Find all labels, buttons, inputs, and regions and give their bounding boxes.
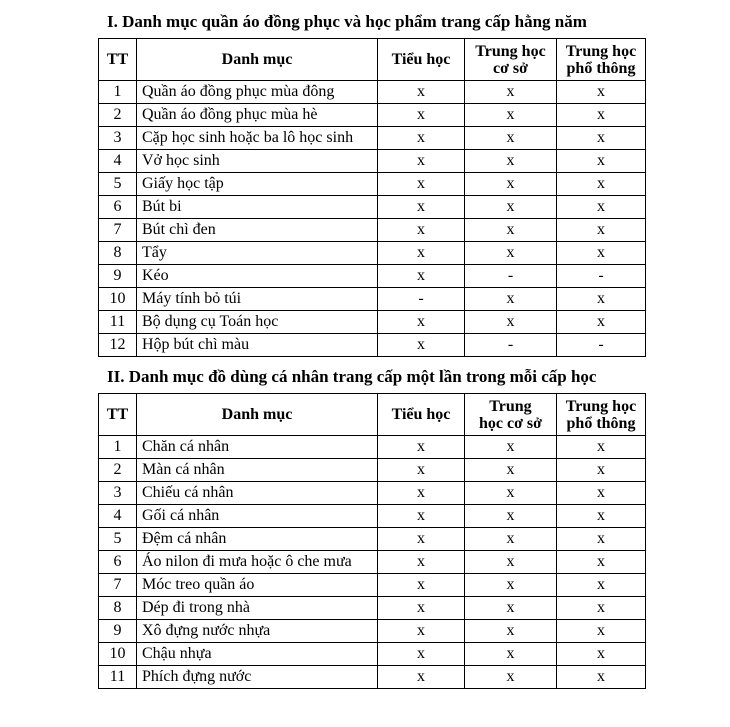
table-2-body	[99, 436, 646, 689]
thcs-mark: x	[465, 436, 557, 459]
thpt-mark: x	[557, 597, 646, 620]
section-2-title: II. Danh mục đồ dùng cá nhân trang cấp một lần trong mỗi cấp học	[107, 367, 597, 386]
item-name: Quần áo đồng phục mùa hè	[137, 104, 378, 127]
table-row	[99, 643, 646, 666]
item-name: Gối cá nhân	[137, 505, 378, 528]
thcs-mark: x	[465, 242, 557, 265]
thcs-mark: x	[465, 643, 557, 666]
thpt-mark: x	[557, 81, 646, 104]
thpt-mark: -	[557, 265, 646, 288]
header-thpt-line2: phổ thông	[566, 59, 636, 77]
item-name: Màn cá nhân	[137, 459, 378, 482]
tieu-hoc-mark: x	[378, 620, 465, 643]
thcs-mark: x	[465, 81, 557, 104]
header-thcs-line1: Trung	[489, 397, 532, 415]
header-thcs-line2: học cơ sở	[478, 414, 543, 432]
tieu-hoc-mark: x	[378, 574, 465, 597]
header-danh-muc: Danh mục	[137, 394, 378, 436]
table-row	[99, 265, 646, 288]
thpt-mark: x	[557, 505, 646, 528]
thcs-mark: x	[465, 505, 557, 528]
tieu-hoc-mark: x	[378, 597, 465, 620]
item-name: Cặp học sinh hoặc ba lô học sinh	[137, 127, 378, 150]
table-row	[99, 459, 646, 482]
thcs-mark: x	[465, 288, 557, 311]
thpt-mark: x	[557, 288, 646, 311]
tieu-hoc-mark: x	[378, 150, 465, 173]
tieu-hoc-mark: x	[378, 334, 465, 357]
table-row	[99, 436, 646, 459]
header-tieu-hoc: Tiểu học	[378, 39, 465, 81]
item-name: Giấy học tập	[137, 173, 378, 196]
table-row	[99, 288, 646, 311]
item-name: Quần áo đồng phục mùa đông	[137, 81, 378, 104]
tieu-hoc-mark: -	[378, 288, 465, 311]
thcs-mark: x	[465, 597, 557, 620]
table-uniforms-supplies	[98, 38, 646, 357]
thpt-mark: x	[557, 242, 646, 265]
table-row	[99, 334, 646, 357]
thpt-mark: x	[557, 528, 646, 551]
thpt-mark: x	[557, 574, 646, 597]
tieu-hoc-mark: x	[378, 311, 465, 334]
thcs-mark: x	[465, 459, 557, 482]
row-number: 11	[99, 311, 137, 334]
row-number: 6	[99, 551, 137, 574]
item-name: Tẩy	[137, 242, 378, 265]
item-name: Hộp bút chì màu	[137, 334, 378, 357]
table-row	[99, 666, 646, 689]
thcs-mark: x	[465, 620, 557, 643]
tieu-hoc-mark: x	[378, 127, 465, 150]
tieu-hoc-mark: x	[378, 265, 465, 288]
table-row	[99, 81, 646, 104]
item-name: Máy tính bỏ túi	[137, 288, 378, 311]
thpt-mark: x	[557, 551, 646, 574]
header-thpt-line1: Trung học	[565, 42, 637, 60]
row-number: 12	[99, 334, 137, 357]
table-header-row	[99, 394, 646, 436]
item-name: Phích đựng nước	[137, 666, 378, 689]
row-number: 4	[99, 150, 137, 173]
table-row	[99, 620, 646, 643]
item-name: Bộ dụng cụ Toán học	[137, 311, 378, 334]
item-name: Chậu nhựa	[137, 643, 378, 666]
row-number: 7	[99, 219, 137, 242]
thpt-mark: x	[557, 104, 646, 127]
table-row	[99, 173, 646, 196]
thcs-mark: x	[465, 551, 557, 574]
thcs-mark: x	[465, 173, 557, 196]
thpt-mark: x	[557, 173, 646, 196]
table-row	[99, 104, 646, 127]
thcs-mark: x	[465, 482, 557, 505]
thpt-mark: x	[557, 127, 646, 150]
thcs-mark: x	[465, 196, 557, 219]
tieu-hoc-mark: x	[378, 196, 465, 219]
row-number: 11	[99, 666, 137, 689]
header-thcs-line1: Trung học	[475, 42, 546, 60]
row-number: 9	[99, 620, 137, 643]
header-thcs	[465, 39, 557, 81]
table-row	[99, 219, 646, 242]
header-thpt-line1: Trung học	[565, 397, 637, 415]
thcs-mark: x	[465, 150, 557, 173]
header-tt: TT	[99, 394, 137, 436]
table-row	[99, 551, 646, 574]
thcs-mark: x	[465, 666, 557, 689]
header-thpt	[557, 39, 646, 81]
section-1-title: I. Danh mục quần áo đồng phục và học phẩm trang cấp hằng năm	[107, 12, 587, 31]
row-number: 1	[99, 81, 137, 104]
table-header-row	[99, 39, 646, 81]
table-row	[99, 242, 646, 265]
table-row	[99, 505, 646, 528]
item-name: Chiếu cá nhân	[137, 482, 378, 505]
thcs-mark: x	[465, 219, 557, 242]
tieu-hoc-mark: x	[378, 482, 465, 505]
item-name: Chăn cá nhân	[137, 436, 378, 459]
thcs-mark: x	[465, 104, 557, 127]
row-number: 1	[99, 436, 137, 459]
thpt-mark: x	[557, 482, 646, 505]
thcs-mark: x	[465, 127, 557, 150]
table-1-body	[99, 81, 646, 357]
row-number: 6	[99, 196, 137, 219]
row-number: 3	[99, 127, 137, 150]
header-thcs-line2: cơ sở	[492, 59, 529, 77]
item-name: Đệm cá nhân	[137, 528, 378, 551]
item-name: Kéo	[137, 265, 378, 288]
row-number: 8	[99, 597, 137, 620]
thcs-mark: x	[465, 528, 557, 551]
row-number: 8	[99, 242, 137, 265]
row-number: 10	[99, 643, 137, 666]
item-name: Bút chì đen	[137, 219, 378, 242]
tieu-hoc-mark: x	[378, 505, 465, 528]
table-row	[99, 597, 646, 620]
thcs-mark: x	[465, 574, 557, 597]
thpt-mark: -	[557, 334, 646, 357]
row-number: 10	[99, 288, 137, 311]
tieu-hoc-mark: x	[378, 173, 465, 196]
thpt-mark: x	[557, 311, 646, 334]
tieu-hoc-mark: x	[378, 104, 465, 127]
item-name: Dép đi trong nhà	[137, 597, 378, 620]
thpt-mark: x	[557, 459, 646, 482]
row-number: 9	[99, 265, 137, 288]
thpt-mark: x	[557, 643, 646, 666]
item-name: Vở học sinh	[137, 150, 378, 173]
header-thpt-line2: phổ thông	[566, 414, 636, 432]
header-thcs	[465, 394, 557, 436]
row-number: 4	[99, 505, 137, 528]
table-row	[99, 127, 646, 150]
thpt-mark: x	[557, 196, 646, 219]
tieu-hoc-mark: x	[378, 81, 465, 104]
tieu-hoc-mark: x	[378, 242, 465, 265]
table-row	[99, 196, 646, 219]
tieu-hoc-mark: x	[378, 666, 465, 689]
header-thpt	[557, 394, 646, 436]
item-name: Móc treo quần áo	[137, 574, 378, 597]
header-tieu-hoc: Tiểu học	[378, 394, 465, 436]
table-row	[99, 150, 646, 173]
item-name: Xô đựng nước nhựa	[137, 620, 378, 643]
thpt-mark: x	[557, 620, 646, 643]
tieu-hoc-mark: x	[378, 551, 465, 574]
row-number: 2	[99, 459, 137, 482]
tieu-hoc-mark: x	[378, 219, 465, 242]
thpt-mark: x	[557, 219, 646, 242]
thpt-mark: x	[557, 666, 646, 689]
header-tt: TT	[99, 39, 137, 81]
table-row	[99, 482, 646, 505]
table-row	[99, 528, 646, 551]
row-number: 5	[99, 173, 137, 196]
tieu-hoc-mark: x	[378, 528, 465, 551]
thpt-mark: x	[557, 150, 646, 173]
thcs-mark: x	[465, 311, 557, 334]
thcs-mark: -	[465, 265, 557, 288]
thpt-mark: x	[557, 436, 646, 459]
table-personal-items	[98, 393, 646, 689]
thcs-mark: -	[465, 334, 557, 357]
row-number: 5	[99, 528, 137, 551]
row-number: 2	[99, 104, 137, 127]
tieu-hoc-mark: x	[378, 459, 465, 482]
table-row	[99, 311, 646, 334]
item-name: Bút bi	[137, 196, 378, 219]
header-danh-muc: Danh mục	[137, 39, 378, 81]
row-number: 7	[99, 574, 137, 597]
row-number: 3	[99, 482, 137, 505]
item-name: Áo nilon đi mưa hoặc ô che mưa	[137, 551, 378, 574]
tieu-hoc-mark: x	[378, 436, 465, 459]
table-row	[99, 574, 646, 597]
tieu-hoc-mark: x	[378, 643, 465, 666]
